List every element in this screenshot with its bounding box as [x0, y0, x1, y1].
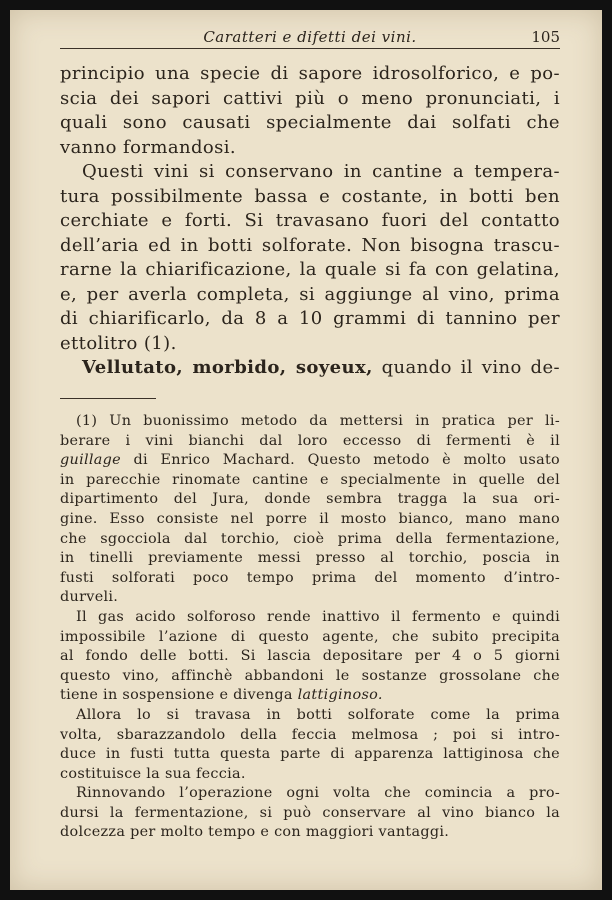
book-page	[10, 10, 602, 890]
footnote-line: Allora lo si travasa in botti solforate come la prima	[76, 706, 560, 723]
body-line: tura possibilmente bassa e costante, in botti ben	[60, 185, 560, 207]
footnote-line: duce in fusti tutta questa parte di apparenza lattiginosa che	[60, 746, 560, 763]
body-line: rarne la chiarificazione, la quale si fa con gelatina,	[60, 259, 560, 280]
body-line: cerchiate e forti. Si travasano fuori del contatto	[60, 210, 560, 231]
footnote-line-start: tiene in sospensione e divenga	[60, 687, 293, 704]
term-lattiginoso: lattiginoso.	[297, 687, 383, 704]
body-line: principio una specie di sapore idrosolforico, e po-	[60, 63, 560, 84]
footnote-line-lattiginoso	[60, 686, 560, 706]
footnote-line: al fondo delle botti. Si lascia depositare per 4 o 5 giorni	[60, 648, 560, 665]
footnote-line-guillage	[60, 451, 560, 471]
footnote-line: dolcezza per molto tempo e con maggiori vantaggi.	[60, 824, 450, 841]
body-line: dell’aria ed in botti solforate. Non bisogna trascu-	[60, 234, 560, 256]
footnote-line: volta, sbarazzandolo della feccia melmosa ; poi si intro-	[60, 726, 560, 743]
header-rule	[60, 48, 560, 49]
footnote-line: berare i vini bianchi dal loro eccesso di fermenti è il	[60, 432, 560, 449]
page-number: 105	[531, 28, 560, 46]
footnote-line: impossibile l’azione di questo agente, che subito precipita	[60, 628, 560, 645]
body-line: vanno formandosi.	[60, 136, 237, 158]
footnote-line: costituisce la sua feccia.	[60, 765, 246, 782]
footnote-line: (1) Un buonissimo metodo da mettersi in pratica per li-	[76, 413, 560, 429]
footnote-line-rest: di Enrico Machard. Questo metodo è molto usato	[133, 452, 560, 469]
body-line-heading	[60, 356, 560, 381]
footnote-line: dipartimento del Jura, donde sembra tragga la sua ori-	[60, 491, 560, 508]
running-title: Caratteri e difetti dei vini.	[203, 28, 417, 46]
footnote-line: Il gas acido solforoso rende inattivo il fermento e quindi	[76, 608, 560, 625]
footnote-rule	[60, 398, 156, 399]
footnote-line: Rinnovando l’operazione ogni volta che comincia a pro-	[76, 785, 560, 802]
body-line: di chiarificarlo, da 8 a 10 grammi di tannino per	[60, 308, 560, 329]
footnote-line: dursi la fermentazione, si può conservare al vino bianco la	[60, 804, 560, 821]
footnote-line: che sgocciola dal torchio, cioè prima della fermentazione,	[60, 530, 560, 547]
body-line: scia dei sapori cattivi più o meno pronunciati, i	[60, 87, 560, 109]
footnote-line: durveli.	[60, 589, 119, 606]
term-vellutato: Vellutato, morbido, soyeux,	[82, 357, 373, 378]
main-text	[60, 62, 560, 381]
body-line-rest: quando il vino de-	[372, 357, 560, 378]
page-header	[60, 24, 560, 50]
footnote-line: fusti solforati poco tempo prima del momento d’intro-	[60, 569, 560, 586]
body-line: e, per averla completa, si aggiunge al vino, prima	[60, 283, 560, 305]
footnote-line: in tinelli previamente messi presso al torchio, poscia in	[60, 550, 560, 567]
footnote-line: in parecchie rinomate cantine e specialmente in quelle del	[60, 471, 560, 488]
body-line: Questi vini si conservano in cantine a tempera-	[82, 161, 560, 182]
footnote	[60, 412, 560, 843]
term-guillage: guillage	[60, 452, 121, 469]
body-line: ettolitro (1).	[60, 332, 177, 354]
footnote-line: questo vino, affinchè abbandoni le sostanze grossolane che	[60, 667, 560, 684]
body-line: quali sono causati specialmente dai solfati che	[60, 112, 560, 133]
footnote-line: gine. Esso consiste nel porre il mosto bianco, mano mano	[60, 510, 560, 527]
